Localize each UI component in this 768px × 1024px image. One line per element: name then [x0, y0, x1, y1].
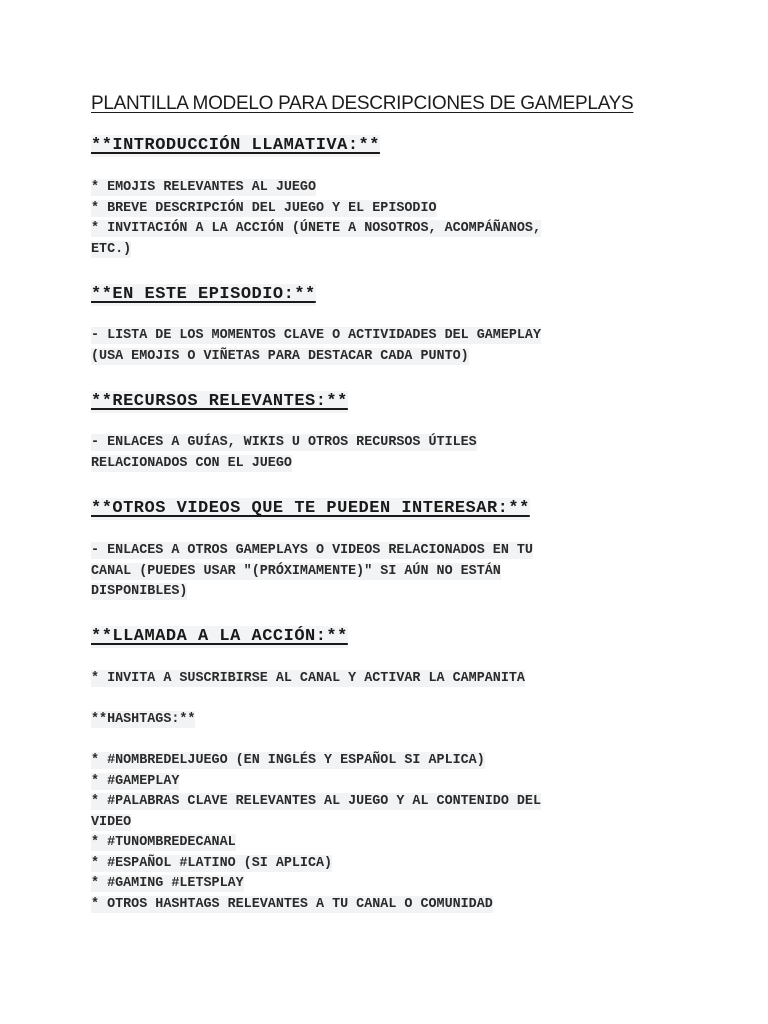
section-body-episodio: [91, 326, 651, 367]
text-line: **HASHTAGS:**: [91, 712, 196, 727]
text-line: * INVITA A SUSCRIBIRSE AL CANAL Y ACTIVAR LA CAMPANITA: [91, 671, 525, 686]
text-line: CANAL (PUEDES USAR "(PRÓXIMAMENTE)" SI AÚN NO ESTÁN: [91, 563, 501, 579]
section-heading-otros-videos: **OTROS VIDEOS QUE TE PUEDEN INTERESAR:**: [91, 499, 530, 518]
section-heading-introduccion: **INTRODUCCIÓN LLAMATIVA:**: [91, 136, 380, 155]
text-line: * #ESPAÑOL #LATINO (SI APLICA): [91, 855, 333, 871]
text-line: * #TUNOMBREDECANAL: [91, 835, 236, 850]
text-line: * #NOMBREDELJUEGO (EN INGLÉS Y ESPAÑOL SI APLICA): [91, 753, 485, 768]
section-body-otros-videos: [91, 541, 651, 603]
section-heading-episodio: **EN ESTE EPISODIO:**: [91, 285, 316, 304]
text-line: * #PALABRAS CLAVE RELEVANTES AL JUEGO Y AL CONTENIDO DEL: [91, 794, 541, 809]
text-line: * BREVE DESCRIPCIÓN DEL JUEGO Y EL EPISODIO: [91, 200, 437, 216]
hashtags-label: [91, 710, 651, 731]
text-line: - ENLACES A OTROS GAMEPLAYS O VIDEOS RELACIONADOS EN TU: [91, 543, 533, 558]
hashtags-list: [91, 751, 651, 915]
section-heading-recursos: **RECURSOS RELEVANTES:**: [91, 392, 348, 411]
text-line: - LISTA DE LOS MOMENTOS CLAVE O ACTIVIDADES DEL GAMEPLAY: [91, 328, 541, 343]
text-line: - ENLACES A GUÍAS, WIKIS U OTROS RECURSOS ÚTILES: [91, 435, 477, 450]
text-line: * INVITACIÓN A LA ACCIÓN (ÚNETE A NOSOTROS, ACOMPÁÑANOS,: [91, 221, 541, 236]
text-line: DISPONIBLES): [91, 584, 188, 599]
section-body-llamada: [91, 669, 651, 690]
section-heading-llamada: **LLAMADA A LA ACCIÓN:**: [91, 627, 348, 646]
text-line: * OTROS HASHTAGS RELEVANTES A TU CANAL O COMUNIDAD: [91, 896, 493, 912]
document-title: PLANTILLA MODELO PARA DESCRIPCIONES DE GAMEPLAYS: [91, 93, 634, 114]
text-line: ETC.): [91, 241, 132, 257]
text-line: * EMOJIS RELEVANTES AL JUEGO: [91, 180, 316, 195]
text-line: RELACIONADOS CON EL JUEGO: [91, 455, 292, 471]
section-body-introduccion: [91, 178, 651, 260]
text-line: * #GAMING #LETSPLAY: [91, 876, 244, 891]
text-line: (USA EMOJIS O VIÑETAS PARA DESTACAR CADA PUNTO): [91, 348, 469, 364]
text-line: * #GAMEPLAY: [91, 773, 180, 789]
section-body-recursos: [91, 433, 651, 474]
text-line: VIDEO: [91, 814, 132, 830]
